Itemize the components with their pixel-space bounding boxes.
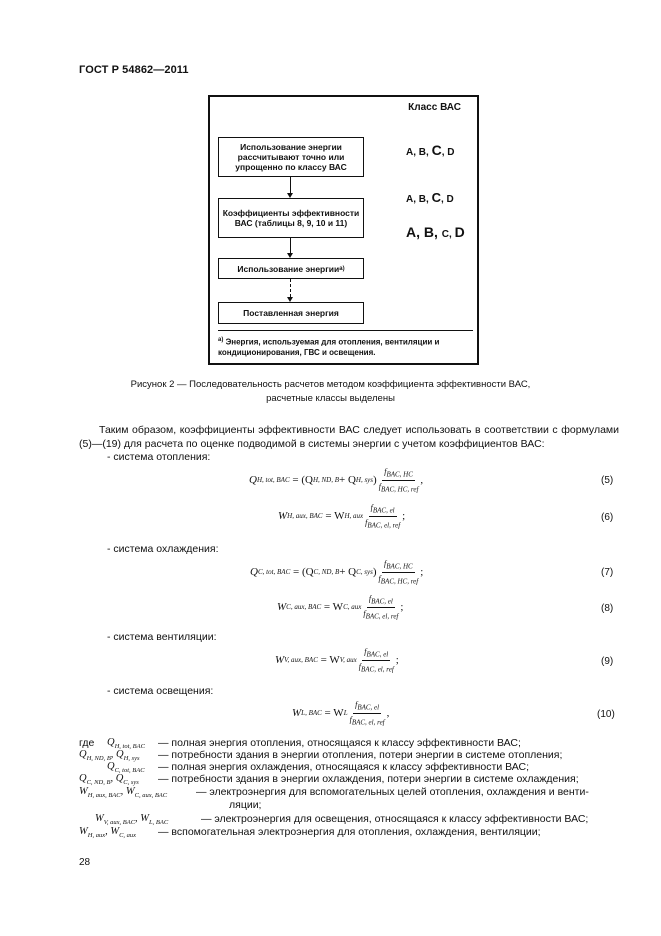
- eq-fraction: [359, 647, 394, 673]
- flowchart-figure: [208, 95, 479, 365]
- legend-text: — полная энергия отопления, относящаяся к классу эффективности ВАС;: [158, 737, 521, 749]
- connector-line: [290, 177, 291, 194]
- flow-box-delivered-energy: [218, 302, 364, 324]
- legend-symbol: [79, 826, 136, 842]
- sym: , W: [120, 786, 135, 797]
- sym: Q: [107, 737, 115, 748]
- sym-sub: H, aux, BAC: [87, 792, 121, 800]
- eq-sub: BAC, el: [357, 703, 380, 712]
- sym: , W: [135, 813, 150, 824]
- eq-fraction: [363, 594, 398, 620]
- sym-sub: L, BAC: [149, 819, 169, 827]
- sym-sub: C, tot, BAC: [114, 767, 145, 775]
- sym-sub: C, aux: [119, 832, 137, 840]
- eq-sub: BAC, el, ref: [360, 665, 394, 674]
- eq-sub: BAC, el, ref: [367, 521, 401, 530]
- equation-9: [275, 647, 399, 673]
- body-paragraph: Таким образом, коэффициенты эффективности ВАС следует использовать в соответствии с формулами (5)—(19) для расчета по оценке подводимой в системы энергии с учетом коэффициентов ВАС:: [79, 424, 619, 450]
- eq-text: f: [358, 661, 361, 671]
- eq-sub: H, aux, BAC: [287, 512, 323, 521]
- eq-fraction: [379, 467, 419, 493]
- system-cooling-label: - система охлаждения:: [107, 543, 219, 555]
- sym: , W: [105, 826, 120, 837]
- sym: Q: [79, 773, 87, 784]
- eq-symbol: W: [277, 601, 287, 614]
- eq-sub: BAC, el: [366, 650, 389, 659]
- eq-fraction: [379, 559, 419, 585]
- eq-symbol: W: [278, 510, 288, 523]
- eq-text: + Q: [339, 566, 357, 579]
- connector-line: [290, 238, 291, 254]
- eq-sub: C, ND, B: [313, 568, 340, 577]
- sym-sub: H, aux: [87, 832, 106, 840]
- eq-text: = (Q: [292, 474, 313, 487]
- footnote-text: Энергия, используемая для отопления, вентиляции и кондиционирования, ГВС и освещения.: [218, 337, 440, 357]
- sym: W: [95, 813, 104, 824]
- sym: Q: [107, 761, 115, 772]
- eq-sub: L: [343, 709, 348, 718]
- legend-text: — электроэнергия для освещения, относящаяся к классу эффективности ВАС;: [201, 813, 589, 825]
- eq-sub: BAC, el: [371, 597, 393, 606]
- eq-sub: BAC, HC: [386, 470, 413, 479]
- legend-text: — потребности здания в энергии отопления, потери энергии в системе отопления;: [158, 749, 563, 761]
- eq-text: f: [363, 608, 366, 618]
- flow-box-energy-calc: [218, 137, 364, 177]
- eq-fraction: [365, 503, 400, 529]
- eq-text: + Q: [339, 474, 356, 487]
- eq-fraction: [350, 700, 385, 726]
- figure-footnote: [218, 330, 473, 358]
- eq-sub: V, aux, BAC: [284, 656, 318, 665]
- eq-text: = W: [325, 510, 345, 523]
- eq-text: f: [378, 573, 381, 583]
- flow-box-text: Использование энергии рассчитывают точно или упрощенно по классу ВАС: [235, 142, 347, 172]
- eq-text: f: [384, 559, 387, 568]
- eq-sub: BAC, el: [372, 506, 395, 515]
- eq-sub: C, aux, BAC: [286, 603, 322, 612]
- equation-8: [277, 594, 403, 620]
- sym-sub: H, tot, BAC: [114, 743, 145, 751]
- equation-7: [250, 559, 423, 585]
- sym-sub: V, aux, BAC: [103, 819, 136, 827]
- equation-number-9: (9): [601, 656, 614, 667]
- eq-sub: H, aux: [344, 512, 364, 521]
- sym-sub: C, aux, BAC: [134, 792, 168, 800]
- eq-text: ): [372, 566, 377, 579]
- equation-10: [292, 700, 389, 726]
- equation-number-10: (10): [597, 709, 615, 720]
- eq-symbol: Q: [250, 566, 258, 579]
- flow-box-energy-use: [218, 258, 364, 279]
- symbols-legend: [79, 737, 619, 847]
- eq-text: f: [365, 517, 368, 527]
- class-line-3: A, B, C, D: [406, 224, 465, 240]
- page-number: 28: [79, 857, 91, 868]
- eq-sub: BAC, HC, ref: [380, 577, 419, 586]
- eq-text: ,: [420, 474, 424, 487]
- sym: , Q: [110, 749, 124, 760]
- eq-sub: C, aux: [343, 603, 362, 612]
- eq-sub: C, tot, BAC: [257, 568, 291, 577]
- eq-sub: BAC, HC, ref: [380, 485, 419, 494]
- sym-sub: C, sys: [123, 779, 139, 787]
- eq-text: = W: [320, 654, 340, 667]
- eq-text: f: [368, 594, 372, 603]
- system-heating-label: - система отопления:: [107, 451, 211, 463]
- eq-text: = W: [323, 601, 344, 614]
- eq-sub: L, BAC: [301, 709, 322, 718]
- flow-box-text: Использование энергии: [237, 263, 340, 274]
- eq-text: f: [364, 647, 367, 656]
- eq-text: ;: [395, 654, 399, 667]
- sym-sub: H, ND, B: [86, 755, 111, 763]
- eq-sub: BAC, el, ref: [365, 612, 399, 621]
- legend-text: — вспомогательная электроэнергия для отопления, охлаждения, вентиляции;: [158, 826, 541, 838]
- equation-number-7: (7): [601, 567, 614, 578]
- eq-text: f: [349, 714, 352, 724]
- caption-line: Рисунок 2 — Последовательность расчетов методом коэффициента эффективности ВАС,: [130, 379, 531, 390]
- eq-text: ;: [400, 601, 404, 614]
- class-line-2: A, B, C, D: [406, 190, 454, 205]
- equation-number-6: (6): [601, 512, 614, 523]
- eq-text: f: [370, 503, 373, 512]
- eq-text: ;: [420, 566, 424, 579]
- eq-sub: C, sys: [356, 568, 373, 577]
- eq-sub: BAC, el, ref: [351, 718, 385, 727]
- legend-where: где: [79, 737, 95, 749]
- eq-symbol: Q: [249, 474, 257, 487]
- eq-sub: H, tot, BAC: [256, 476, 290, 485]
- sym-sub: C, ND, B: [86, 779, 111, 787]
- eq-sub: BAC, HC: [386, 562, 413, 571]
- sym: W: [79, 786, 88, 797]
- caption-line: расчетные классы выделены: [266, 393, 395, 404]
- equation-number-8: (8): [601, 603, 614, 614]
- eq-text: ): [373, 474, 377, 487]
- eq-text: f: [355, 700, 358, 709]
- eq-text: = W: [324, 707, 344, 720]
- sym: W: [79, 826, 88, 837]
- sym: , Q: [110, 773, 124, 784]
- flow-box-text: Коэффициенты эффективности ВАС (таблицы 8, 9, 10 и 11): [222, 208, 360, 228]
- legend-text: — потребности здания в энергии охлаждения, потери энергии в системе охлаждения;: [158, 773, 579, 785]
- flow-box-bac-factors: [218, 198, 364, 238]
- eq-text: = (Q: [292, 566, 314, 579]
- eq-text: f: [384, 467, 387, 476]
- legend-text: — электроэнергия для вспомогательных целей отопления, охлаждения и венти-: [196, 786, 589, 798]
- flow-box-text: Поставленная энергия: [243, 308, 339, 318]
- eq-text: f: [378, 481, 381, 491]
- connector-dashed-line: [290, 279, 291, 297]
- footnote-mark: а): [218, 337, 224, 343]
- document-header: ГОСТ Р 54862—2011: [79, 64, 189, 76]
- eq-sub: H, sys: [355, 476, 374, 485]
- equation-number-5: (5): [601, 475, 614, 486]
- system-lighting-label: - система освещения:: [107, 685, 214, 697]
- system-ventilation-label: - система вентиляции:: [107, 631, 217, 643]
- class-line-1: A, B, C, D: [406, 142, 455, 158]
- footnote-mark: а): [339, 265, 345, 272]
- eq-text: ,: [386, 707, 390, 720]
- sym: Q: [79, 749, 87, 760]
- legend-text: ляции;: [229, 799, 262, 811]
- equation-6: [278, 503, 405, 529]
- eq-text: ;: [402, 510, 406, 523]
- class-header: Класс ВАС: [408, 102, 461, 113]
- eq-symbol: W: [275, 654, 285, 667]
- eq-sub: V, aux: [339, 656, 357, 665]
- eq-symbol: W: [292, 707, 302, 720]
- legend-symbol: [79, 786, 167, 802]
- sym-sub: H, sys: [123, 755, 140, 763]
- legend-text: — полная энергия охлаждения, относящаяся к классу эффективности ВАС;: [158, 761, 530, 773]
- eq-sub: H, ND, B: [312, 476, 339, 485]
- figure-caption: [100, 378, 561, 406]
- equation-5: [249, 467, 423, 493]
